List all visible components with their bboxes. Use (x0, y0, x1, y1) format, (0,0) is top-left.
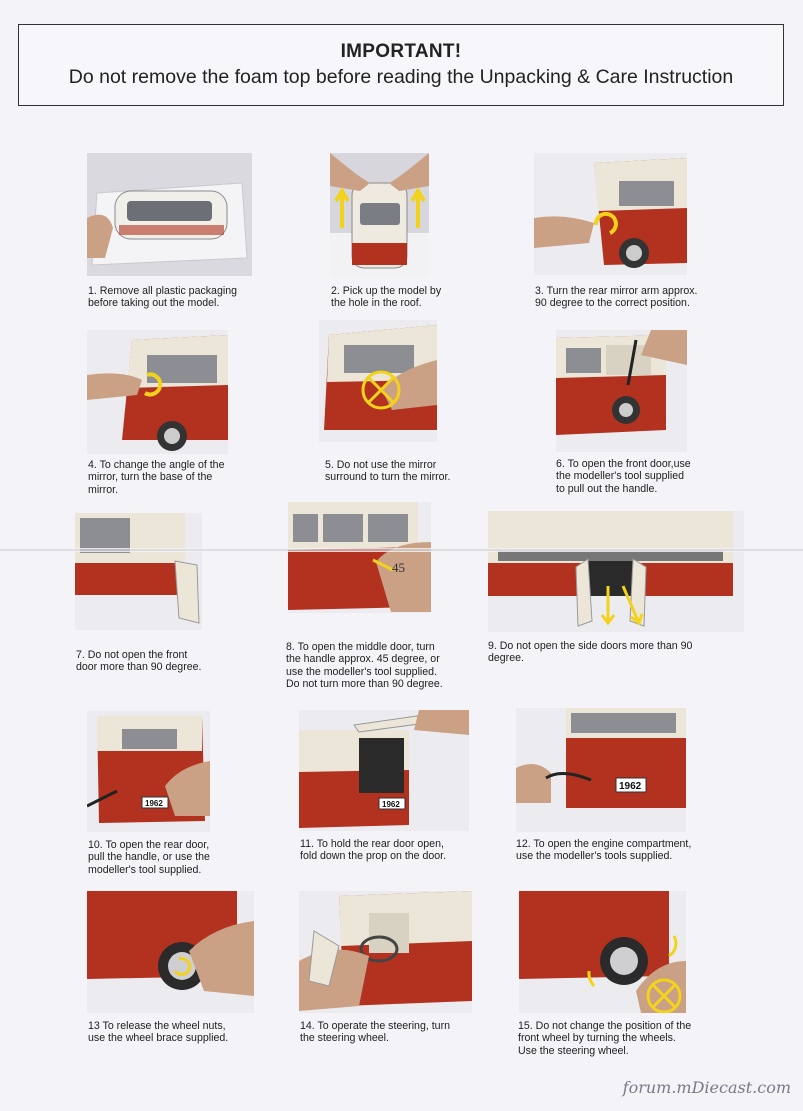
step-1-photo (87, 153, 252, 276)
step-2-caption: 2. Pick up the model by the hole in the roof. (331, 285, 442, 310)
important-notice-box (18, 24, 784, 106)
step-10-photo (87, 711, 210, 832)
license-plate-11: 1962 (382, 800, 400, 809)
license-plate-12: 1962 (619, 781, 642, 792)
step-14-caption: 14. To operate the steering, turn the steering wheel. (300, 1020, 450, 1045)
step-9-caption: 9. Do not open the side doors more than 90 degree. (488, 640, 693, 665)
angle-45-label: 45 (392, 560, 405, 575)
step-9-photo (488, 511, 744, 632)
step-15-photo (519, 891, 686, 1013)
license-plate-10: 1962 (145, 799, 163, 808)
step-14-photo (299, 891, 472, 1013)
step-13-photo (87, 891, 254, 1013)
step-10-caption: 10. To open the rear door, pull the handle, or use the modeller's tool supplied. (88, 839, 210, 876)
step-7-caption: 7. Do not open the front door more than 90 degree. (76, 649, 202, 674)
step-12-photo (516, 708, 686, 832)
step-8-caption: 8. To open the middle door, turn the handle approx. 45 degree, or use the modeller's tool supplied. Do not turn more than 90 degree. (286, 641, 443, 691)
step-11-caption: 11. To hold the rear door open, fold down the prop on the door. (300, 838, 447, 863)
step-4-photo (87, 330, 228, 454)
step-3-caption: 3. Turn the rear mirror arm approx. 90 degree to the correct position. (535, 285, 698, 310)
notice-title: IMPORTANT! (340, 41, 462, 62)
step-5-photo (319, 320, 437, 442)
notice-subtitle: Do not remove the foam top before reading the Unpacking & Care Instruction (68, 66, 734, 88)
step-1-caption: 1. Remove all plastic packaging before taking out the model. (88, 285, 237, 310)
step-6-photo (556, 330, 687, 452)
page-fold-crease (0, 548, 803, 552)
step-12-caption: 12. To open the engine compartment, use the modeller's tools supplied. (516, 838, 692, 863)
watermark-text: forum.mDiecast.com (622, 1078, 791, 1097)
step-13-caption: 13 To release the wheel nuts, use the wheel brace supplied. (88, 1020, 229, 1045)
step-3-photo (534, 153, 687, 275)
step-5-caption: 5. Do not use the mirror surround to turn the mirror. (325, 459, 451, 484)
step-8-photo (288, 502, 431, 613)
step-15-caption: 15. Do not change the position of the front wheel by turning the wheels. Use the steering wheel. (518, 1020, 692, 1057)
watermark-logo (575, 1075, 795, 1101)
step-4-caption: 4. To change the angle of the mirror, turn the base of the mirror. (88, 459, 225, 496)
step-2-photo (330, 153, 429, 276)
step-6-caption: 6. To open the front door,use the modeller's tool supplied to pull out the handle. (556, 458, 691, 495)
step-7-photo (75, 513, 202, 630)
step-11-photo (299, 710, 469, 831)
